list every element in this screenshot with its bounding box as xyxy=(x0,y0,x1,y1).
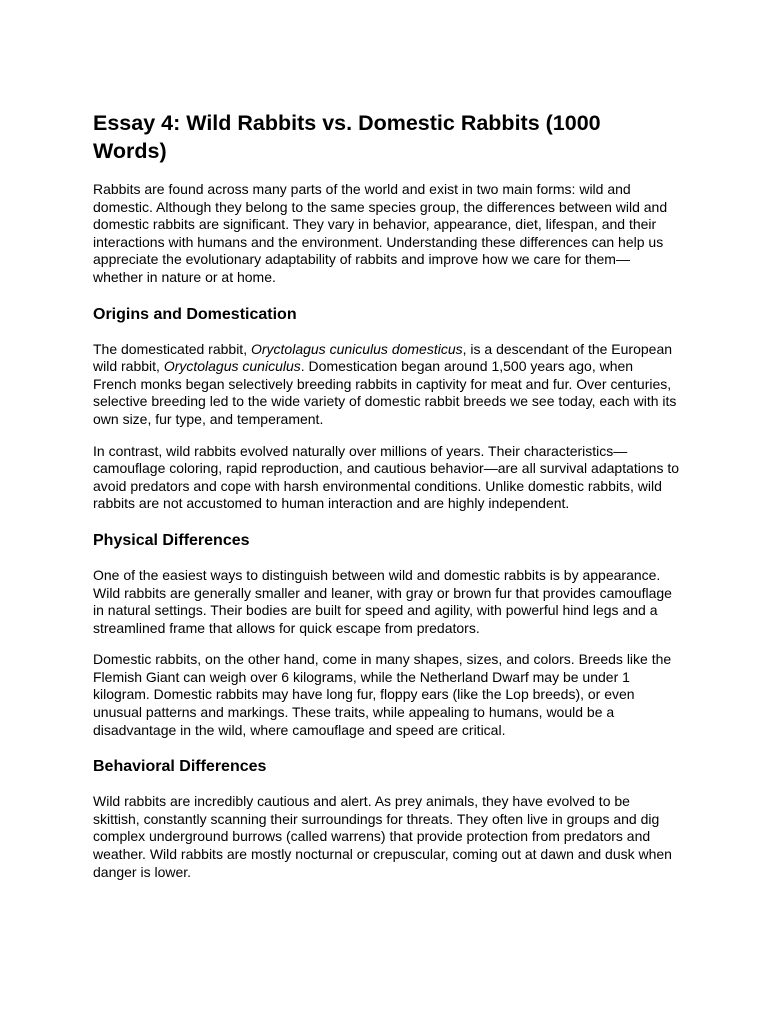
species-name-domestic: Oryctolagus cuniculus domesticus xyxy=(250,340,463,357)
section-heading-physical: Physical Differences xyxy=(93,531,250,549)
intro-paragraph: Rabbits are found across many parts of the world and exist in two main forms: wild and domestic. Although they belong to the same species group, the differences between wild and domestic rabbits are significant. They vary in behavior, appearance, diet, lifespan, and their interactions with humans and the environment. Understanding these differences can help us appreciate the evolutionary adaptability of rabbits and improve how we care for them—whether in nature or at home. xyxy=(93,181,668,285)
essay-title: Essay 4: Wild Rabbits vs. Domestic Rabbits (1000 Words) xyxy=(93,111,601,163)
origins-paragraph-1 xyxy=(93,341,679,429)
section-heading-origins: Origins and Domestication xyxy=(93,305,297,323)
physical-paragraph-2: Domestic rabbits, on the other hand, come in many shapes, sizes, and colors. Breeds like the Flemish Giant can weigh over 6 kilograms, while the Netherland Dwarf may be under 1 kilogram. Domestic rabbits may have long fur, floppy ears (like the Lop breeds), or even unusual patterns and markings. These traits, while appealing to humans, would be a disadvantage in the wild, where camouflage and speed are critical. xyxy=(93,651,672,738)
physical-paragraph-1: One of the easiest ways to distinguish between wild and domestic rabbits is by appearance. Wild rabbits are generally smaller and leaner, with gray or brown fur that provides camouflage in natural settings. Their bodies are built for speed and agility, with powerful hind legs and a streamlined frame that allows for quick escape from predators. xyxy=(93,566,672,636)
species-name-wild: Oryctolagus cuniculus xyxy=(163,358,301,375)
text-run: , is a descendant of the European wild rabbit, xyxy=(93,340,673,375)
behavioral-paragraph-1: Wild rabbits are incredibly cautious and alert. As prey animals, they have evolved to be skittish, constantly scanning their surroundings for threats. They often live in groups and dig complex underground burrows (called warrens) that provide protection from predators and weather. Wild rabbits are mostly nocturnal or crepuscular, coming out at dawn and dusk when danger is lower. xyxy=(93,793,672,880)
section-heading-behavioral: Behavioral Differences xyxy=(93,758,267,776)
document-page xyxy=(93,109,679,895)
text-run: . Domestication began around 1,500 years ago, when French monks began selectively breeding rabbits in captivity for meat and fur. Over centuries, selective breeding led to the wide variety of domestic rabbit breeds we see today, each with its own size, fur type, and temperament. xyxy=(93,358,677,427)
origins-paragraph-2: In contrast, wild rabbits evolved naturally over millions of years. Their characteristics—camouflage coloring, rapid reproduction, and cautious behavior—are all survival adaptations to avoid predators and cope with harsh environmental conditions. Unlike domestic rabbits, wild rabbits are not accustomed to human interaction and are highly independent. xyxy=(93,442,680,512)
text-run: The domesticated rabbit, xyxy=(93,340,251,357)
